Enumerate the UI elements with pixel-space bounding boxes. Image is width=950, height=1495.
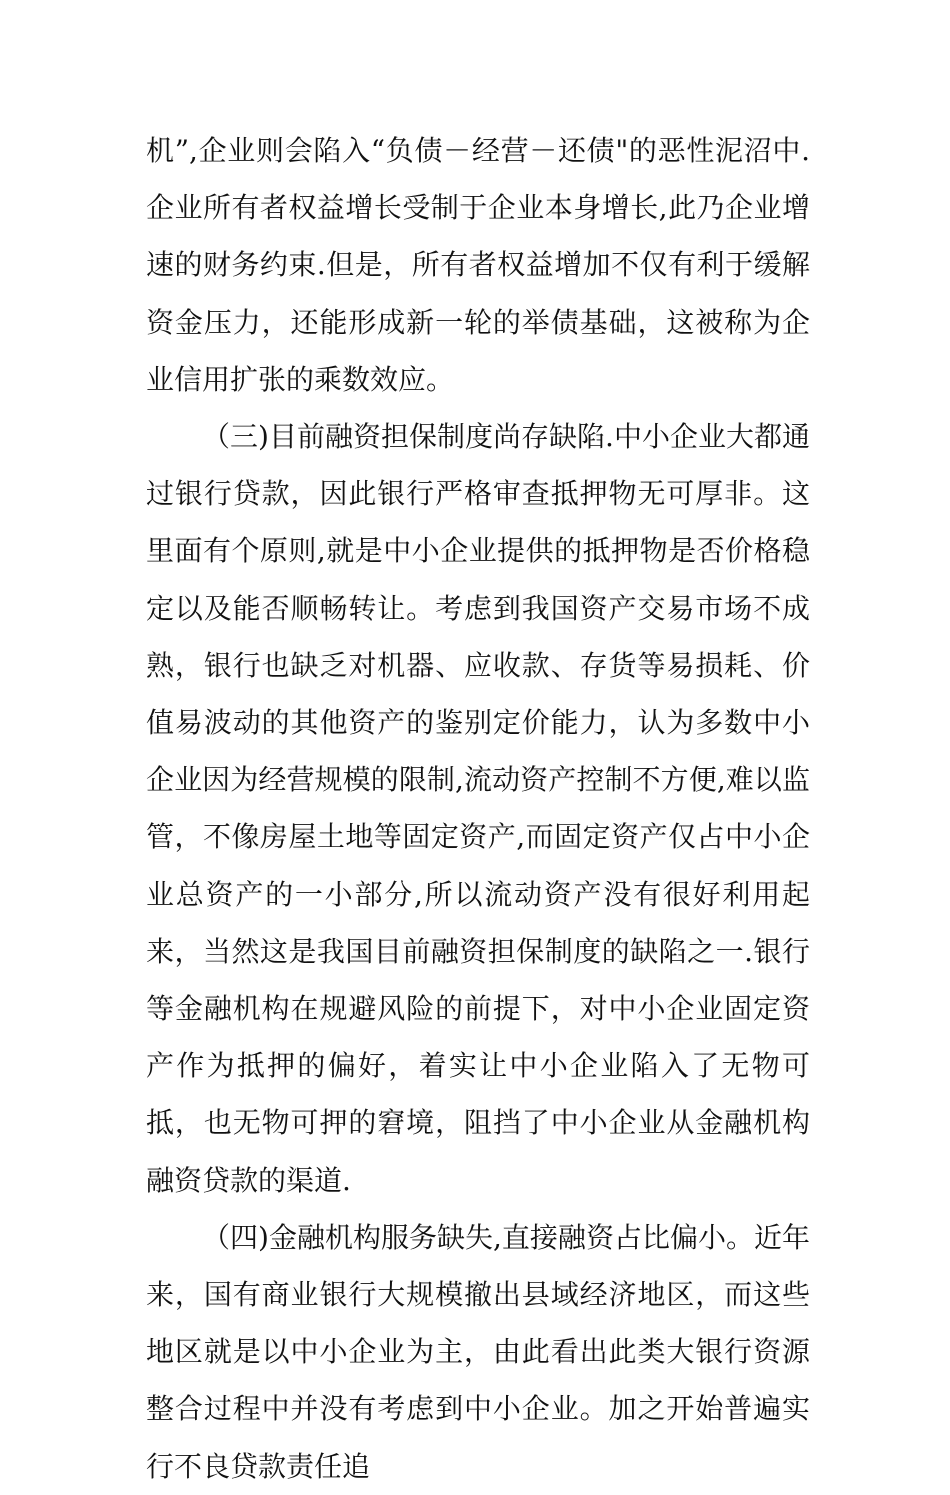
paragraph-section-4: （四)金融机构服务缺失,直接融资占比偏小。近年来，国有商业银行大规模撤出县域经济地区，而这些地区就是以中小企业为主，由此看出此类大银行资源整合过程中并没有考虑到中小企业。加之开始普遍实行不良贷款责任追 (146, 1220, 810, 1483)
document-body (146, 122, 810, 1495)
paragraph-continuation: 机”,企业则会陷入“负债－经营－还债"的恶性泥沼中.企业所有者权益增长受制于企业本身增长,此乃企业增速的财务约束.但是，所有者权益增加不仅有利于缓解资金压力，还能形成新一轮的举债基础，这被称为企业信用扩张的乘数效应。 (146, 134, 810, 396)
paragraph-section-3: （三)目前融资担保制度尚存缺陷.中小企业大都通过银行贷款，因此银行严格审查抵押物无可厚非。这里面有个原则,就是中小企业提供的抵押物是否价格稳定以及能否顺畅转让。考虑到我国资产交易市场不成熟，银行也缺乏对机器、应收款、存货等易损耗、价值易波动的其他资产的鉴别定价能力，认为多数中小企业因为经营规模的限制,流动资产控制不方便,难以监管，不像房屋土地等固定资产,而固定资产仅占中小企业总资产的一小部分,所以流动资产没有很好利用起来，当然这是我国目前融资担保制度的缺陷之一.银行等金融机构在规避风险的前提下，对中小企业固定资产作为抵押的偏好，着实让中小企业陷入了无物可抵，也无物可押的窘境，阻挡了中小企业从金融机构融资贷款的渠道. (146, 420, 810, 1197)
